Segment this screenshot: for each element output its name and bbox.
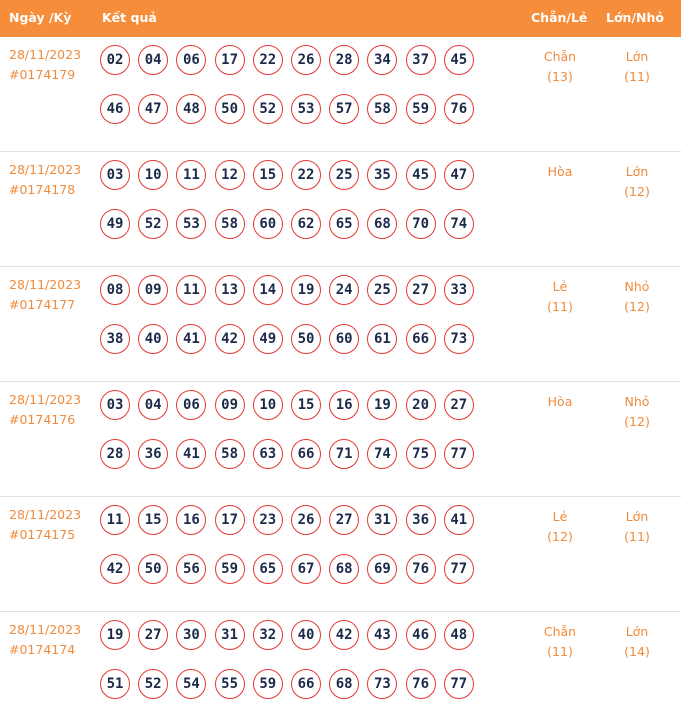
number-ball: 71	[329, 439, 359, 469]
number-ball: 58	[215, 209, 245, 239]
draw-id: #0174179	[9, 67, 76, 82]
number-ball: 17	[215, 505, 245, 535]
number-ball: 22	[291, 160, 321, 190]
number-ball: 28	[329, 45, 359, 75]
chan-le-count: (12)	[547, 529, 573, 544]
number-ball: 51	[100, 669, 130, 699]
lon-nho-count: (14)	[624, 644, 650, 659]
number-ball: 42	[329, 620, 359, 650]
number-ball: 48	[444, 620, 474, 650]
chan-le-value: Chẵn	[543, 49, 577, 64]
number-ball: 06	[176, 390, 206, 420]
number-ball: 74	[444, 209, 474, 239]
chan-le-count: (11)	[547, 299, 573, 314]
number-ball: 52	[253, 94, 283, 124]
number-ball: 61	[367, 324, 397, 354]
chan-le-cell	[530, 507, 590, 547]
number-ball: 31	[215, 620, 245, 650]
chan-le-value: Chẵn	[543, 624, 577, 639]
number-ball: 77	[444, 439, 474, 469]
draw-date: 28/11/2023	[9, 622, 82, 637]
number-ball: 06	[176, 45, 206, 75]
number-ball: 68	[329, 669, 359, 699]
number-ball: 16	[176, 505, 206, 535]
number-ball: 63	[253, 439, 283, 469]
number-ball: 25	[367, 275, 397, 305]
number-ball: 74	[367, 439, 397, 469]
lon-nho-cell	[607, 622, 667, 662]
draw-date: 28/11/2023	[9, 507, 82, 522]
number-ball: 76	[406, 669, 436, 699]
number-ball: 15	[253, 160, 283, 190]
number-ball: 58	[367, 94, 397, 124]
number-ball: 68	[367, 209, 397, 239]
number-ball: 46	[406, 620, 436, 650]
number-ball: 27	[406, 275, 436, 305]
number-ball: 38	[100, 324, 130, 354]
number-ball: 08	[100, 275, 130, 305]
number-ball: 20	[406, 390, 436, 420]
number-ball: 75	[406, 439, 436, 469]
number-ball: 40	[138, 324, 168, 354]
number-ball: 76	[444, 94, 474, 124]
number-ball: 17	[215, 45, 245, 75]
number-ball: 22	[253, 45, 283, 75]
number-ball: 10	[138, 160, 168, 190]
number-ball: 26	[291, 45, 321, 75]
lon-nho-count: (12)	[624, 414, 650, 429]
chan-le-cell	[530, 622, 590, 662]
draw-date: 28/11/2023	[9, 277, 82, 292]
lon-nho-value: Lớn	[625, 49, 649, 64]
number-ball: 55	[215, 669, 245, 699]
chan-le-value: Lẻ	[552, 509, 568, 524]
number-ball: 36	[406, 505, 436, 535]
draw-id: #0174174	[9, 642, 76, 657]
number-ball: 31	[367, 505, 397, 535]
lon-nho-count: (11)	[624, 69, 650, 84]
lon-nho-cell	[607, 277, 667, 317]
table-row	[0, 37, 681, 152]
lon-nho-count: (12)	[624, 299, 650, 314]
chan-le-value: Hòa	[547, 394, 573, 409]
table-row	[0, 152, 681, 267]
draw-date: 28/11/2023	[9, 162, 82, 177]
number-ball: 77	[444, 554, 474, 584]
number-ball: 70	[406, 209, 436, 239]
results-table	[0, 37, 681, 727]
table-row	[0, 382, 681, 497]
number-ball: 23	[253, 505, 283, 535]
lon-nho-count: (11)	[624, 529, 650, 544]
lon-nho-value: Lớn	[625, 624, 649, 639]
chan-le-value: Lẻ	[552, 279, 568, 294]
number-ball: 28	[100, 439, 130, 469]
number-ball: 15	[138, 505, 168, 535]
draw-id: #0174176	[9, 412, 76, 427]
number-ball: 32	[253, 620, 283, 650]
number-ball: 04	[138, 390, 168, 420]
number-ball: 41	[444, 505, 474, 535]
number-ball: 56	[176, 554, 206, 584]
number-ball: 49	[253, 324, 283, 354]
table-row	[0, 267, 681, 382]
lon-nho-value: Nhỏ	[624, 279, 650, 294]
number-ball: 03	[100, 160, 130, 190]
number-ball: 49	[100, 209, 130, 239]
number-ball: 62	[291, 209, 321, 239]
number-ball: 27	[329, 505, 359, 535]
number-ball: 27	[138, 620, 168, 650]
number-ball: 11	[176, 160, 206, 190]
number-ball: 25	[329, 160, 359, 190]
table-row	[0, 612, 681, 727]
number-ball: 54	[176, 669, 206, 699]
number-ball: 53	[291, 94, 321, 124]
number-ball: 66	[291, 669, 321, 699]
number-ball: 52	[138, 209, 168, 239]
number-ball: 69	[367, 554, 397, 584]
number-ball: 77	[444, 669, 474, 699]
lon-nho-count: (12)	[624, 184, 650, 199]
number-ball: 41	[176, 324, 206, 354]
number-ball: 48	[176, 94, 206, 124]
header-chan-le: Chẵn/Lẻ	[531, 10, 588, 25]
number-ball: 66	[291, 439, 321, 469]
draw-id: #0174178	[9, 182, 76, 197]
chan-le-count: (13)	[547, 69, 573, 84]
chan-le-cell	[530, 277, 590, 317]
number-ball: 67	[291, 554, 321, 584]
number-ball: 50	[291, 324, 321, 354]
number-ball: 11	[100, 505, 130, 535]
number-ball: 12	[215, 160, 245, 190]
number-ball: 33	[444, 275, 474, 305]
number-ball: 37	[406, 45, 436, 75]
number-ball: 04	[138, 45, 168, 75]
number-ball: 09	[215, 390, 245, 420]
number-ball: 27	[444, 390, 474, 420]
chan-le-count: (11)	[547, 644, 573, 659]
lon-nho-cell	[607, 392, 667, 432]
header-date-ky: Ngày /Kỳ	[9, 10, 72, 25]
number-ball: 59	[215, 554, 245, 584]
draw-id: #0174175	[9, 527, 76, 542]
number-ball: 43	[367, 620, 397, 650]
draw-id: #0174177	[9, 297, 76, 312]
table-row	[0, 497, 681, 612]
draw-date: 28/11/2023	[9, 47, 82, 62]
number-ball: 65	[253, 554, 283, 584]
lon-nho-value: Nhỏ	[624, 394, 650, 409]
number-ball: 19	[367, 390, 397, 420]
number-ball: 66	[406, 324, 436, 354]
header-ket-qua: Kết quả	[102, 10, 157, 25]
number-ball: 35	[367, 160, 397, 190]
lon-nho-cell	[607, 162, 667, 202]
number-ball: 24	[329, 275, 359, 305]
number-ball: 45	[406, 160, 436, 190]
table-header	[0, 0, 681, 37]
number-ball: 68	[329, 554, 359, 584]
chan-le-cell	[530, 162, 590, 182]
number-ball: 47	[138, 94, 168, 124]
number-ball: 47	[444, 160, 474, 190]
number-ball: 40	[291, 620, 321, 650]
chan-le-cell	[530, 392, 590, 412]
draw-date: 28/11/2023	[9, 392, 82, 407]
number-ball: 02	[100, 45, 130, 75]
number-ball: 03	[100, 390, 130, 420]
lon-nho-cell	[607, 507, 667, 547]
number-ball: 14	[253, 275, 283, 305]
chan-le-value: Hòa	[547, 164, 573, 179]
number-ball: 53	[176, 209, 206, 239]
chan-le-cell	[530, 47, 590, 87]
lon-nho-value: Lớn	[625, 164, 649, 179]
number-ball: 09	[138, 275, 168, 305]
number-ball: 73	[444, 324, 474, 354]
number-ball: 34	[367, 45, 397, 75]
number-ball: 50	[138, 554, 168, 584]
number-ball: 13	[215, 275, 245, 305]
number-ball: 42	[100, 554, 130, 584]
number-ball: 36	[138, 439, 168, 469]
number-ball: 73	[367, 669, 397, 699]
number-ball: 30	[176, 620, 206, 650]
number-ball: 41	[176, 439, 206, 469]
number-ball: 45	[444, 45, 474, 75]
number-ball: 65	[329, 209, 359, 239]
number-ball: 52	[138, 669, 168, 699]
number-ball: 60	[253, 209, 283, 239]
number-ball: 59	[253, 669, 283, 699]
number-ball: 50	[215, 94, 245, 124]
number-ball: 15	[291, 390, 321, 420]
number-ball: 57	[329, 94, 359, 124]
number-ball: 76	[406, 554, 436, 584]
lon-nho-cell	[607, 47, 667, 87]
header-lon-nho: Lớn/Nhỏ	[606, 10, 664, 25]
number-ball: 26	[291, 505, 321, 535]
lon-nho-value: Lớn	[625, 509, 649, 524]
number-ball: 19	[291, 275, 321, 305]
number-ball: 42	[215, 324, 245, 354]
number-ball: 58	[215, 439, 245, 469]
number-ball: 10	[253, 390, 283, 420]
number-ball: 16	[329, 390, 359, 420]
number-ball: 19	[100, 620, 130, 650]
number-ball: 59	[406, 94, 436, 124]
number-ball: 11	[176, 275, 206, 305]
number-ball: 60	[329, 324, 359, 354]
number-ball: 46	[100, 94, 130, 124]
